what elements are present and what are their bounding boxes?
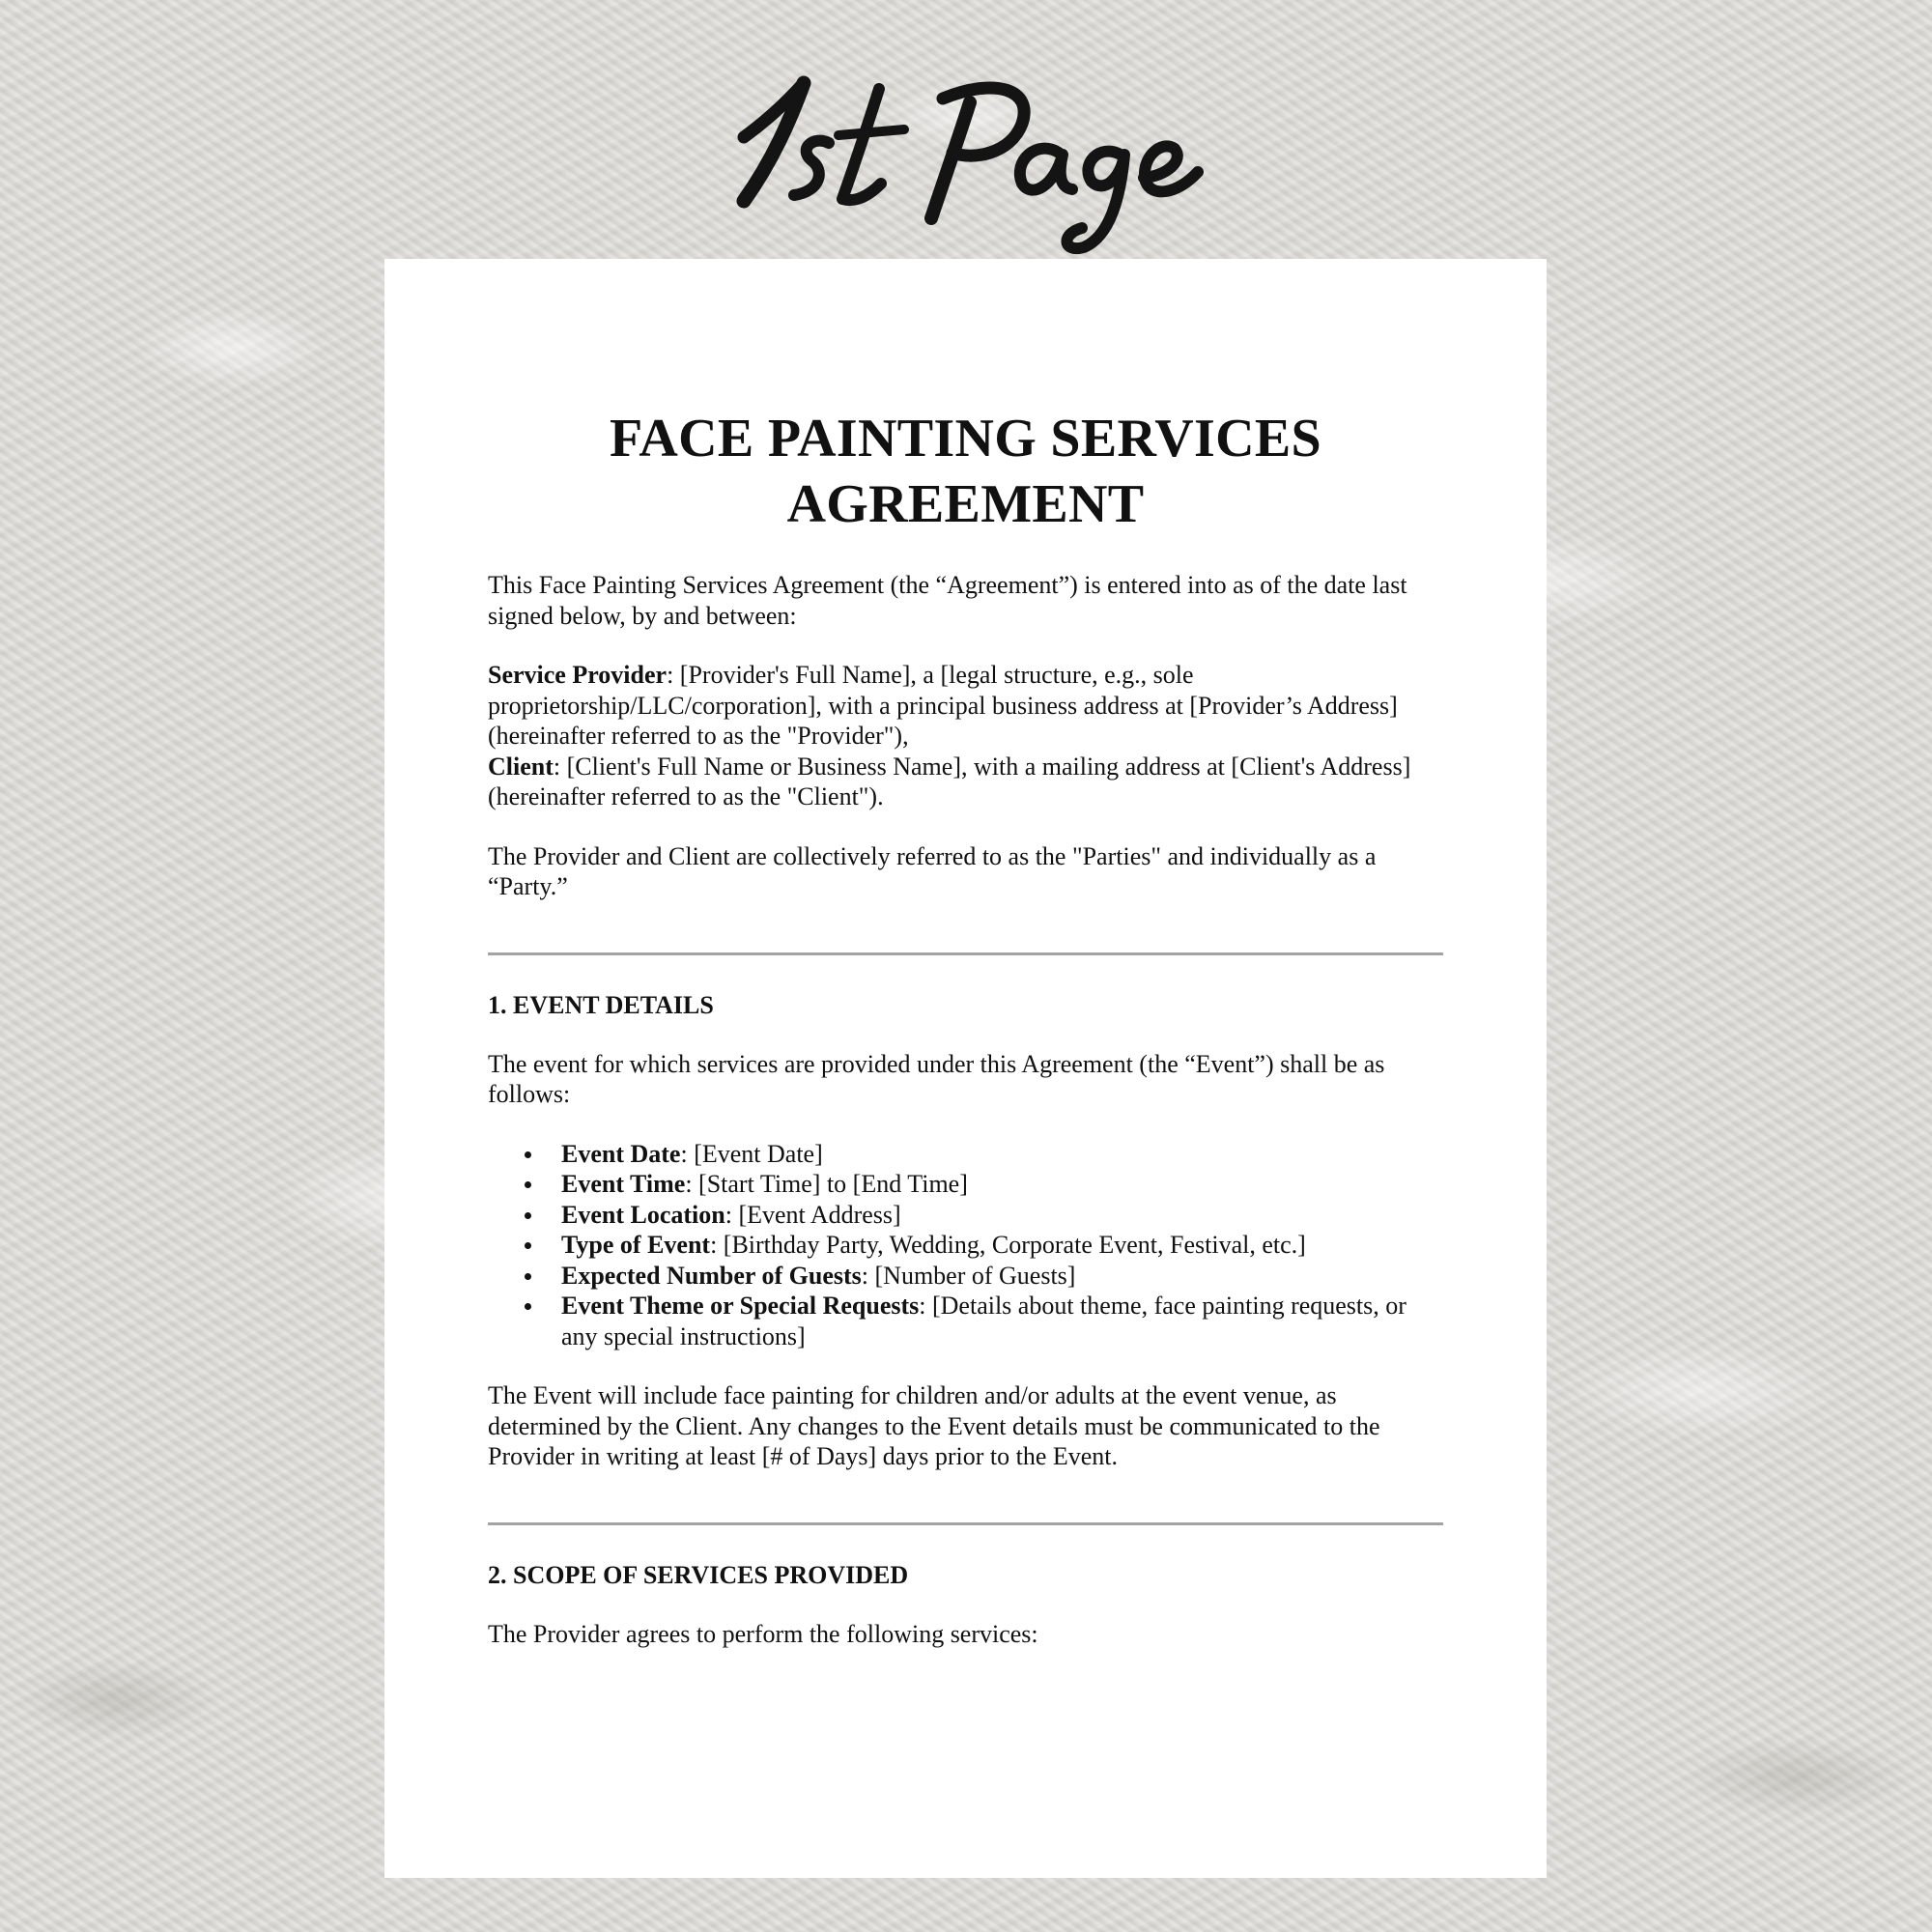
event-details-list xyxy=(488,1139,1443,1352)
provider-label: Service Provider xyxy=(488,661,668,689)
document-title-line2: AGREEMENT xyxy=(786,474,1145,534)
bullet-icon xyxy=(525,1273,531,1280)
event-details-intro: The event for which services are provided under this Agreement (the “Event”) shall be as follows: xyxy=(488,1049,1385,1108)
list-item-text: : [Start Time] to [End Time] xyxy=(685,1170,968,1198)
bullet-icon xyxy=(525,1181,531,1188)
page-heading-script xyxy=(715,29,1256,261)
list-item-event-time xyxy=(488,1169,1443,1200)
list-item-label: Event Time xyxy=(561,1170,686,1198)
list-item-label: Event Theme or Special Requests xyxy=(561,1292,920,1320)
bullet-icon xyxy=(525,1242,531,1249)
section-divider xyxy=(488,1522,1443,1525)
document-title-line1: FACE PAINTING SERVICES xyxy=(610,409,1321,469)
section-divider xyxy=(488,952,1443,955)
scope-intro: The Provider agrees to perform the following services: xyxy=(488,1619,1038,1648)
section-heading-event-details: 1. EVENT DETAILS xyxy=(488,990,714,1019)
intro-paragraph: This Face Painting Services Agreement (the “Agreement”) is entered into as of the date last signed below, by and between: xyxy=(488,571,1407,630)
list-item-event-date xyxy=(488,1139,1443,1170)
client-paragraph xyxy=(488,752,1443,812)
provider-paragraph xyxy=(488,660,1443,752)
page-heading-label xyxy=(0,0,1,1)
list-item-text: : [Birthday Party, Wedding, Corporate Event, Festival, etc.] xyxy=(710,1231,1306,1259)
event-details-closing: The Event will include face painting for children and/or adults at the event venue, as determined by the Client. Any changes to the Event details must be communicated to the Provider in writing at least [# of Days] days prior to the Event. xyxy=(488,1381,1380,1470)
list-item-text: : [Event Date] xyxy=(680,1139,823,1168)
section-heading-scope: 2. SCOPE OF SERVICES PROVIDED xyxy=(488,1560,909,1589)
bullet-icon xyxy=(525,1303,531,1310)
client-text: : [Client's Full Name or Business Name], with a mailing address at [Client's Address] (hereinafter referred to as the "Client"). xyxy=(488,752,1411,810)
list-item-text: : [Details about theme, face painting requests, or any special instructions] xyxy=(561,1292,1406,1350)
list-item-text: : [Event Address] xyxy=(724,1200,901,1229)
parties-paragraph: The Provider and Client are collectively referred to as the "Parties" and individually as a “Party.” xyxy=(488,841,1377,900)
list-item-label: Type of Event xyxy=(561,1231,711,1259)
list-item-label: Event Date xyxy=(561,1139,681,1168)
list-item-event-type xyxy=(488,1230,1443,1261)
list-item-label: Event Location xyxy=(561,1200,725,1229)
bullet-icon xyxy=(525,1151,531,1158)
bullet-icon xyxy=(525,1212,531,1219)
list-item-text: : [Number of Guests] xyxy=(861,1261,1076,1290)
document-page xyxy=(384,259,1547,1878)
list-item-label: Expected Number of Guests xyxy=(561,1261,862,1290)
provider-text: : [Provider's Full Name], a [legal structure, e.g., sole proprietorship/LLC/corporation], with a principal business address at [Provider’s Address] (hereinafter referred to as the "Provider"), xyxy=(488,661,1398,750)
list-item-event-theme xyxy=(488,1291,1443,1351)
list-item-guest-count xyxy=(488,1261,1443,1292)
list-item-event-location xyxy=(488,1200,1443,1231)
client-label: Client xyxy=(488,752,554,781)
document-title xyxy=(488,406,1443,537)
